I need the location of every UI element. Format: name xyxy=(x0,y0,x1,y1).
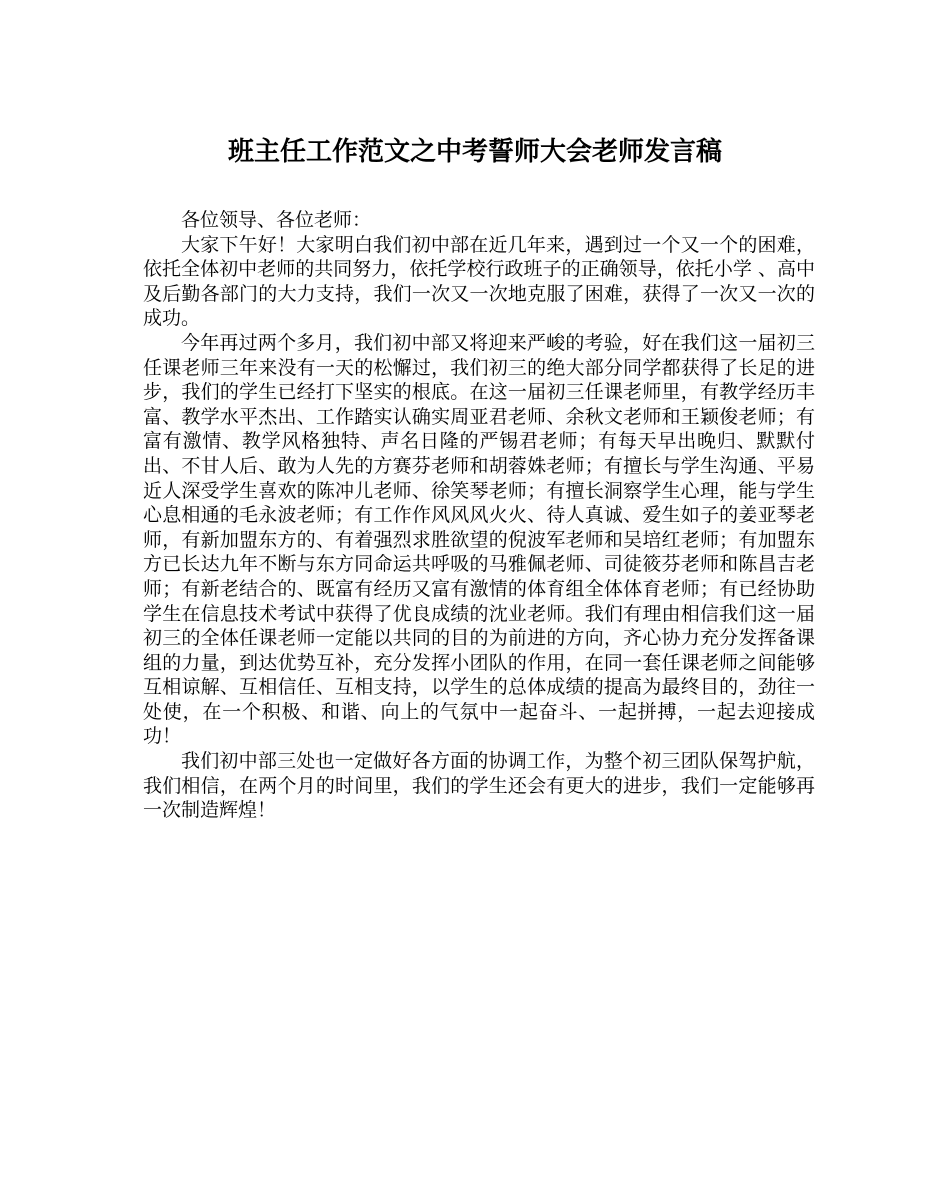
document-title: 班主任工作范文之中考誓师大会老师发言稿 xyxy=(227,137,722,167)
paragraph-teachers: 今年再过两个多月，我们初中部又将迎来严峻的考验，好在我们这一届初三任课老师三年来没有一天的松懈过，我们初三的绝大部分同学都获得了长足的进步，我们的学生已经打下坚实的根底。在这一届初三任课老师里，有教学经历丰富、教学水平杰出、工作踏实认确实周亚君老师、余秋文老师和王颖俊老师；有富有激情、教学风格独特、声名日隆的严锡君老师；有每天早出晚归、默默付出、不甘人后、敢为人先的方赛芬老师和胡蓉姝老师；有擅长与学生沟通、平易近人深受学生喜欢的陈冲儿老师、徐笑琴老师；有擅长洞察学生心理，能与学生心息相通的毛永波老师；有工作作风风风火火、待人真诚、爱生如子的姜亚琴老师，有新加盟东方的、有着强烈求胜欲望的倪波军老师和吴培红老师；有加盟东方已长达九年不断与东方同命运共呼吸的马雅佩老师、司徒筱芬老师和陈昌吉老师；有新老结合的、既富有经历又富有激情的体育组全体体育老师；有已经协助学生在信息技术考试中获得了优良成绩的沈业老师。我们有理由相信我们这一届初三的全体任课老师一定能以共同的目的为前进的方向，齐心协力充分发挥备课组的力量，到达优势互补，充分发挥小团队的作用，在同一套任课老师之间能够互相谅解、互相信任、互相支持，以学生的总体成绩的提高为最终目的，劲往一处使，在一个积极、和谐、向上的气氛中一起奋斗、一起拼搏，一起去迎接成功！ xyxy=(143,331,815,748)
paragraph-closing: 我们初中部三处也一定做好各方面的协调工作，为整个初三团队保驾护航，我们相信，在两个月的时间里，我们的学生还会有更大的进步，我们一定能够再一次制造辉煌！ xyxy=(143,750,815,822)
paragraph-greeting: 大家下午好！大家明白我们初中部在近几年来，遇到过一个又一个的困难，依托全体初中老师的共同努力，依托学校行政班子的正确领导，依托小学 、高中及后勤各部门的大力支持，我们一次又一次地克服了困难，获得了一次又一次的成功。 xyxy=(143,233,815,330)
paragraph-salutation: 各位领导、各位老师： xyxy=(181,209,372,231)
document-body xyxy=(143,208,815,823)
